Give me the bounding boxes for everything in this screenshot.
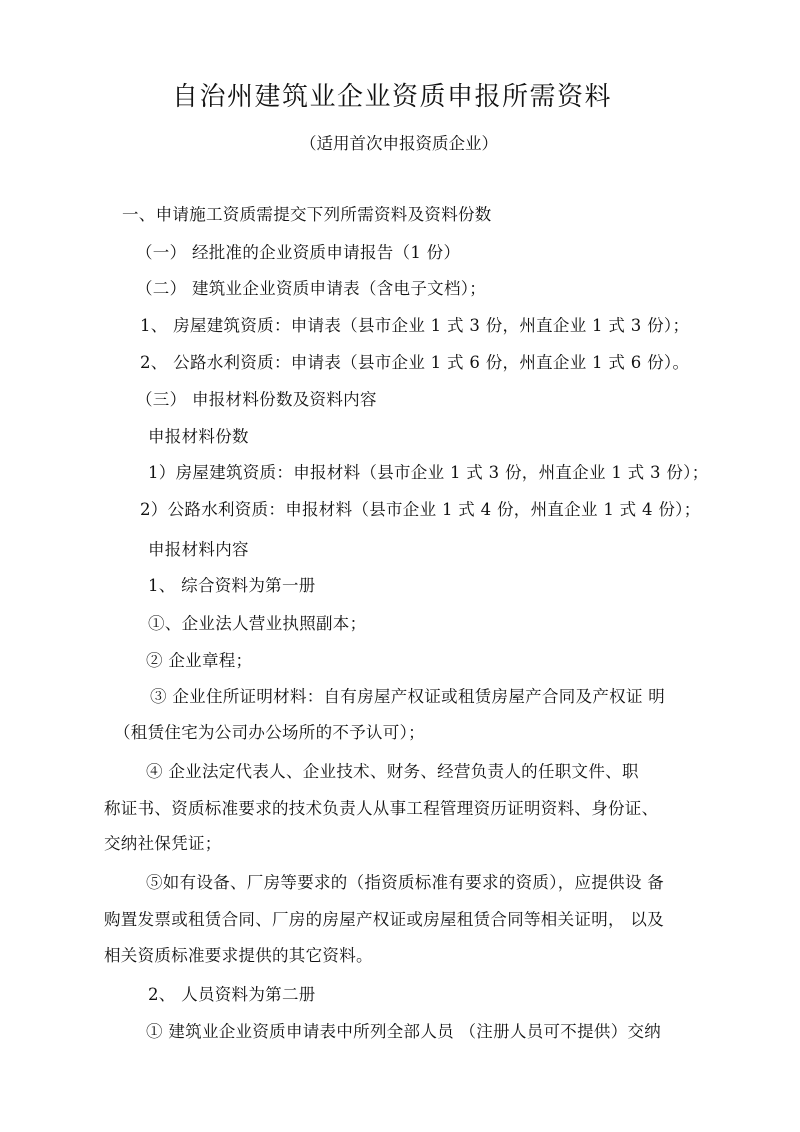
item-2-2: 2、 公路水利资质：申请表（县市企业 1 式 6 份，州直企业 1 式 6 份）。: [140, 353, 690, 372]
content-1-3-cont: （租赁住宅为公司办公场所的不予认可）；: [114, 723, 425, 742]
item-3: （三） 申报材料份数及资料内容: [136, 390, 377, 409]
item-1: （一） 经批准的企业资质申请报告（1 份）: [136, 243, 461, 262]
content-1-1: ①、企业法人营业执照副本；: [148, 614, 367, 633]
section-1-heading: 一、申请施工资质需提交下列所需资料及资料份数: [122, 205, 492, 224]
content-volume-2: 2、 人员资料为第二册: [148, 985, 316, 1004]
content-1-4-cont-2: 交纳社保凭证；: [104, 834, 222, 853]
content-1-5: ⑤如有设备、厂房等要求的（指资质标准有要求的资质），应提供设 备: [146, 873, 665, 892]
content-1-4-cont-1: 称证书、资质标准要求的技术负责人从事工程管理资历证明资料、身份证、: [104, 799, 659, 818]
item-2-1: 1、 房屋建筑资质：申请表（县市企业 1 式 3 份，州直企业 1 式 3 份）；: [140, 316, 690, 335]
document-title: 自治州建筑业企业资质申报所需资料: [172, 82, 613, 112]
subheading-quantity: 申报材料份数: [148, 427, 249, 446]
content-2-1: ① 建筑业企业资质申请表中所列全部人员 （注册人员可不提供）交纳: [146, 1022, 662, 1041]
document-subtitle: （适用首次申报资质企业）: [300, 134, 498, 153]
quantity-2: 2）公路水利资质：申报材料（县市企业 1 式 4 份，州直企业 1 式 4 份）；: [140, 500, 701, 519]
subheading-content: 申报材料内容: [148, 540, 249, 559]
content-1-3: ③ 企业住所证明材料：自有房屋产权证或租赁房屋产合同及产权证 明: [150, 687, 666, 706]
content-1-4: ④ 企业法定代表人、企业技术、财务、经营负责人的任职文件、职: [146, 762, 639, 781]
content-1-2: ② 企业章程；: [146, 651, 253, 670]
content-volume-1: 1、 综合资料为第一册: [148, 576, 316, 595]
item-2: （二） 建筑业企业资质申请表（含电子文档）；: [136, 279, 487, 298]
content-1-5-cont-2: 相关资质标准要求提供的其它资料。: [104, 946, 373, 965]
quantity-1: 1）房屋建筑资质：申报材料（县市企业 1 式 3 份，州直企业 1 式 3 份）；: [148, 463, 709, 482]
content-1-5-cont-1: 购置发票或租赁合同、厂房的房屋产权证或房屋租赁合同等相关证明， 以及: [104, 910, 664, 929]
